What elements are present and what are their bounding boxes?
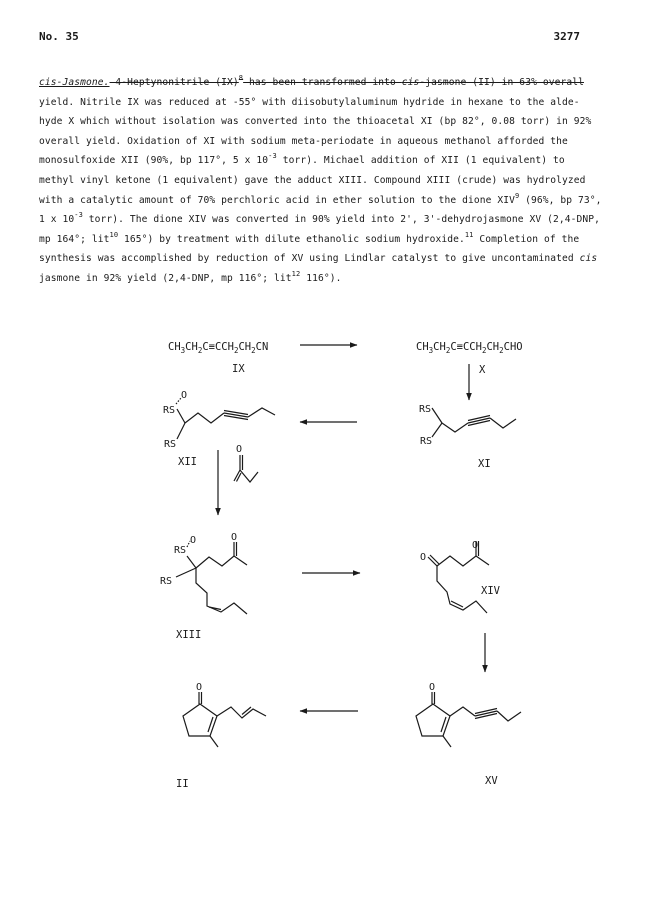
xiii-ketone-o: O	[231, 532, 238, 543]
footnote-ref: 8	[238, 74, 244, 82]
text-segment: 116°).	[300, 272, 342, 284]
label-ix: IX	[232, 363, 245, 375]
text-segment: with a catalytic amount of 70% perchloric acid in ether solution to the dione XIV	[39, 194, 515, 206]
xii-rs-bottom: RS	[164, 439, 177, 450]
label-ii: II	[176, 778, 189, 790]
xi-rs-bottom: RS	[420, 436, 433, 447]
xi-rs-top: RS	[419, 404, 432, 415]
text-segment: (96%, bp 73°,	[519, 194, 602, 206]
xii-rs-top: RS	[163, 405, 176, 416]
text-segment: synthesis was accomplished by reduction of XV using Lindlar catalyst to give uncontaminated	[39, 253, 580, 265]
italic-text: cis	[401, 77, 420, 88]
structure-xiv	[420, 540, 489, 613]
xiii-sulfoxide-o: O	[190, 535, 197, 546]
text-line-2: yield. Nitrile IX was reduced at -55° with diisobutylaluminum hydride in hexane to the alde-	[39, 96, 580, 108]
formula-x	[416, 341, 523, 355]
label-xv: XV	[485, 775, 498, 787]
formula-ix	[168, 341, 268, 355]
xiv-ketone-o-1: O	[420, 552, 427, 563]
text-segment: monosulfoxide XII (90%, bp 117°, 5 x 10	[39, 155, 269, 167]
label-xiii: XIII	[176, 629, 202, 641]
label-xi: XI	[478, 458, 491, 470]
structure-xiii	[160, 532, 247, 614]
section-title: cis-Jasmone.	[39, 77, 110, 88]
exponent: -3	[74, 211, 83, 220]
text-segment: Completion of the	[473, 233, 580, 245]
structure-xi	[419, 404, 516, 447]
formula-x-text: $CH_3CH_2C\equiv CCH_2CH_2CHO$	[416, 341, 523, 355]
formula-ix-text: $CH_3CH_2C\equiv CCH_2CH_2CN$	[168, 341, 269, 355]
xiii-rs-bottom: RS	[160, 576, 173, 587]
structure-xv	[416, 682, 521, 747]
page-number: 3277	[553, 30, 580, 43]
text-line-4: overall yield. Oxidation of XI with sodium meta-periodate in aqueous methanol afforded the	[39, 135, 568, 147]
ii-ketone-o: O	[196, 682, 203, 693]
footnote-ref: 10	[109, 230, 119, 239]
structure-ii	[183, 682, 266, 747]
text-segment: torr). Michael addition of XII (1 equivalent) to	[276, 155, 565, 167]
text-segment: torr). The dione XIV was converted in 90% yield into 2', 3'-dehydrojasmone XV (2,4-DNP,	[82, 214, 600, 226]
mvk-oxygen: O	[236, 444, 243, 455]
footnote-ref: 12	[291, 269, 301, 278]
text-segment: has been transformed into	[243, 77, 402, 88]
xiv-ketone-o-2: O	[472, 540, 479, 551]
label-xii: XII	[178, 456, 197, 468]
text-segment: 165°) by treatment with dilute ethanolic sodium hydroxide.	[118, 233, 465, 245]
label-x: X	[479, 364, 486, 376]
page-header-left: No. 35	[39, 30, 79, 43]
text-segment: 1 x 10	[39, 214, 75, 226]
italic-text: cis	[579, 253, 598, 265]
xiii-rs-top: RS	[174, 545, 187, 556]
exponent: -3	[268, 152, 277, 161]
methyl-vinyl-ketone	[234, 444, 258, 482]
label-xiv: XIV	[481, 585, 500, 597]
footnote-ref: 11	[464, 230, 474, 239]
footnote-ref: 9	[514, 191, 520, 200]
text-line-6: methyl vinyl ketone (1 equivalent) gave the adduct XIII. Compound XIII (crude) was hydrolyzed	[39, 174, 586, 186]
structure-xii	[163, 390, 275, 450]
xv-ketone-o: O	[429, 682, 436, 693]
text-segment: 4-Heptynonitrile (IX)	[109, 77, 239, 88]
xii-sulfoxide-o: O	[181, 390, 188, 401]
text-line-3: hyde X which without isolation was converted into the thioacetal XI (bp 82°, 0.08 torr) in 92%	[39, 116, 592, 128]
text-segment: jasmone in 92% yield (2,4-DNP, mp 116°; lit	[39, 272, 292, 284]
text-segment: -jasmone (II) in 63% overall	[419, 77, 584, 88]
text-segment: mp 164°; lit	[39, 233, 110, 245]
